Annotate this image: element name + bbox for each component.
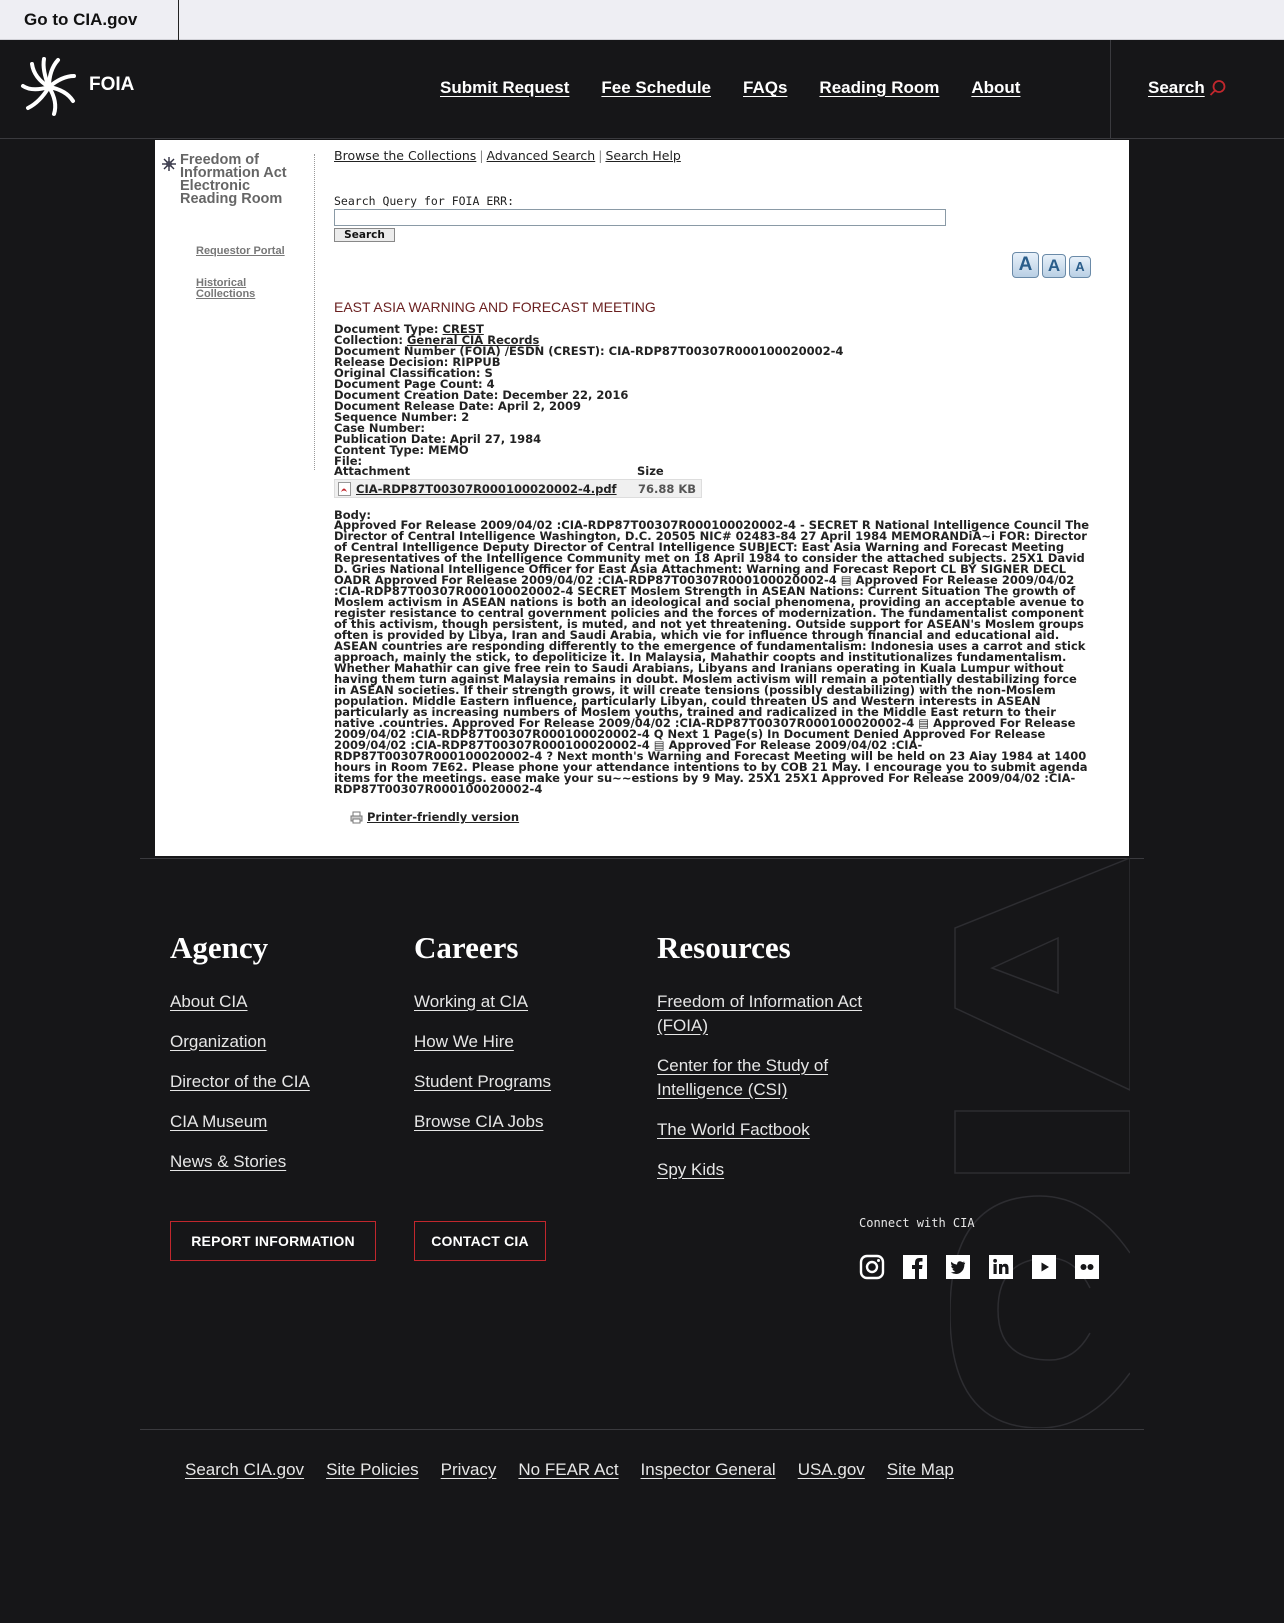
footer-inspector-general-link[interactable]: Inspector General (640, 1460, 776, 1479)
attachment-row (334, 479, 702, 498)
footer-director-link[interactable]: Director of the CIA (170, 1072, 310, 1091)
footer-careers-title: Careers (414, 930, 519, 965)
document-body: Approved For Release 2009/04/02 :CIA-RDP87T00307R000100020002-4 - SECRET R National Intelligence Council The Director of Central Intelligence Washington, D.C. 20505 NIC# 02483-84 27 April 1984 MEMORANDiA~i FOR: Director of Central Intelligence Deputy Director of Central Intelligence SUBJECT: East Asia Warning and Forecast Meeting Representatives of the Intelligence Community met on 18 April 1984 to consider the attached subjects. 25X1 David D. Gries National Intelligence Officer for East Asia Attachment: Warning and Forecast Report CL BY SIGNER DECL OADR Approved For Release 2009/04/02 :CIA-RDP87T00307R000100020002-4 ▤ Approved For Release 2009/04/02 :CIA-RDP87T00307R000100020002-4 SECRET Moslem Strength in ASEAN Nations: Current Situation The growth of Moslem activism in ASEAN nations is both an ideological and social phenomena, providing an acceptable avenue to register resistance to central government policies and the forces of modernization. The fundamentalist component of this activism, though persistent, is muted, and not yet threatening. Outside support for ASEAN's Moslem groups often is provided by Libya, Iran and Saudi Arabia, which vie for influence through financial and educational aid. ASEAN countries are responding differently to the emergence of fundamentalism: Indonesia uses a carrot and stick approach, mainly the stick, to depoliticize it. In Malaysia, Mahathir coopts and institutionalizes fundamentalism. Whether Mahathir can give free rein to Saudi Arabians, Libyans and Iranians operating in Kuala Lumpur without having them turn against Malaysia remains in doubt. Moslem activism will remain a potentially destabilizing force in ASEAN societies. If their strength grows, it will create tensions (possibly destabilizing) with the non-Moslem population. Middle Eastern influence, particularly Libyan, could threaten US and Western interests in ASEAN particularly as increasing numbers of Moslem youths, trained and radicalized in the Middle East return to their native .countries. Approved For Release 2009/04/02 :CIA-RDP87T00307R000100020002-4 ▤ Approved For Release 2009/04/02 :CIA-RDP87T00307R000100020002-4 Q Next 1 Page(s) In Document Denied Approved For Release 2009/04/02 :CIA-RDP87T00307R000100020002-4 ▤ Approved For Release 2009/04/02 :CIA-RDP87T00307R000100020002-4 ? Next month's Warning and Forecast Meeting will be held on 23 Aiay 1984 at 1400 hours in Room 7E62. Please phone your attendance intentions to by COB 21 May. I encourage you to submit agenda items for the meetings. ease make your su~~estions by 9 May. 25X1 25X1 Approved For Release 2009/04/02 :CIA-RDP87T00307R000100020002-4 (334, 518, 1090, 796)
header-search-label: Search (1148, 78, 1205, 97)
printer-friendly-link[interactable]: Printer-friendly version (367, 810, 520, 824)
nav-submit-request[interactable]: Submit Request (440, 78, 570, 97)
footer-organization-link[interactable]: Organization (170, 1032, 267, 1051)
reading-room-title[interactable]: Freedom of Information Act Electronic Reading Room (180, 152, 287, 207)
meta-field: Document Release Date: April 2, 2009 (334, 399, 582, 413)
document-metadata (334, 324, 843, 467)
document-type-label: Document Type: (334, 322, 439, 336)
left-nav (161, 154, 315, 470)
pdf-file-icon (338, 482, 351, 496)
social-links (859, 1254, 1100, 1280)
pipe-separator: | (598, 148, 603, 163)
search-button[interactable]: Search (334, 228, 395, 242)
attachment-header (334, 466, 702, 477)
footer-agency-column (170, 930, 310, 1190)
nav-faqs[interactable]: FAQs (743, 78, 788, 97)
brand-title[interactable]: FOIA (89, 74, 135, 95)
collection-link[interactable]: General CIA Records (406, 333, 540, 347)
reading-room-panel (155, 140, 1129, 856)
footer-usagov-link[interactable]: USA.gov (797, 1460, 865, 1479)
main-nav (440, 78, 1020, 98)
header-search-link[interactable] (1148, 78, 1227, 98)
footer-museum-link[interactable]: CIA Museum (170, 1112, 268, 1131)
cia-watermark-icon (950, 858, 1130, 1428)
footer-no-fear-link[interactable]: No FEAR Act (518, 1460, 619, 1479)
collection-label: Collection: (334, 333, 403, 347)
document-type-link[interactable]: CREST (442, 322, 484, 336)
meta-field: File: (334, 454, 363, 468)
footer-bottom-divider (140, 1429, 1144, 1430)
nav-fee-schedule[interactable]: Fee Schedule (601, 78, 712, 97)
attachment-col-header: Attachment (334, 464, 411, 478)
search-links (334, 148, 1094, 163)
font-size-controls (1012, 252, 1091, 278)
header-divider (1110, 40, 1111, 139)
attachment-size: 76.88 KB (638, 481, 697, 496)
advanced-search-link[interactable]: Advanced Search (486, 148, 596, 163)
requestor-portal-link[interactable]: Requestor Portal (196, 245, 285, 257)
footer-factbook-link[interactable]: The World Factbook (657, 1120, 810, 1139)
meta-field: Content Type: MEMO (334, 443, 469, 457)
footer-resources-title: Resources (657, 930, 791, 965)
nav-reading-room[interactable]: Reading Room (819, 78, 940, 97)
browse-collections-link[interactable]: Browse the Collections (334, 148, 477, 163)
meta-field: Document Creation Date: December 22, 2016 (334, 388, 629, 402)
font-decrease-button[interactable]: A (1069, 256, 1091, 278)
meta-field: Document Page Count: 4 (334, 377, 495, 391)
meta-field: Document Number (FOIA) /ESDN (CREST): CIA-RDP87T00307R000100020002-4 (334, 344, 844, 358)
footer-site-map-link[interactable]: Site Map (886, 1460, 954, 1479)
meta-field: Sequence Number: 2 (334, 410, 470, 424)
search-query-input[interactable] (334, 209, 946, 226)
printer-icon (350, 811, 363, 824)
body-label: Body: (334, 508, 371, 522)
size-col-header: Size (637, 464, 664, 478)
footer-student-link[interactable]: Student Programs (414, 1072, 552, 1091)
seal-star-icon (161, 156, 177, 172)
footer-spy-kids-link[interactable]: Spy Kids (657, 1160, 725, 1179)
pipe-separator: | (479, 148, 484, 163)
printer-friendly-row (350, 810, 519, 824)
contact-cia-button[interactable]: CONTACT CIA (414, 1221, 546, 1261)
attachment-table (334, 466, 702, 498)
report-information-button[interactable]: REPORT INFORMATION (170, 1221, 376, 1261)
footer-privacy-link[interactable]: Privacy (440, 1460, 497, 1479)
meta-field: Original Classification: S (334, 366, 493, 380)
footer-site-policies-link[interactable]: Site Policies (326, 1460, 419, 1479)
font-increase-button[interactable]: A (1012, 252, 1039, 278)
go-to-cia-link[interactable]: Go to CIA.gov (0, 0, 179, 40)
footer-jobs-link[interactable]: Browse CIA Jobs (414, 1112, 544, 1131)
footer-search-link[interactable]: Search CIA.gov (185, 1460, 305, 1479)
document-content (334, 148, 1094, 824)
cia-seal-icon[interactable] (18, 56, 80, 118)
footer-foia-link[interactable]: Freedom of Information Act (FOIA) (657, 992, 863, 1035)
search-query-label: Search Query for FOIA ERR: (334, 194, 515, 208)
connect-label: Connect with CIA (859, 1216, 975, 1230)
attachment-link[interactable]: CIA-RDP87T00307R000100020002-4.pdf (356, 481, 617, 496)
facebook-icon[interactable] (902, 1254, 928, 1280)
site-header (0, 40, 1284, 139)
footer-csi-link[interactable]: Center for the Study of Intelligence (CSI) (657, 1056, 829, 1099)
nav-about[interactable]: About (971, 78, 1021, 97)
top-bar (0, 0, 1284, 40)
flickr-icon[interactable] (1074, 1254, 1100, 1280)
search-help-link[interactable]: Search Help (605, 148, 681, 163)
footer-resources-column (657, 930, 877, 1198)
font-reset-button[interactable]: A (1042, 254, 1066, 278)
footer-how-we-hire-link[interactable]: How We Hire (414, 1032, 514, 1051)
meta-field: Case Number: (334, 421, 425, 435)
footer-agency-title: Agency (170, 930, 269, 965)
document-title: EAST ASIA WARNING AND FORECAST MEETING (334, 299, 656, 315)
footer-working-link[interactable]: Working at CIA (414, 992, 529, 1011)
meta-field: Release Decision: RIPPUB (334, 355, 501, 369)
linkedin-icon[interactable] (988, 1254, 1014, 1280)
instagram-icon[interactable] (859, 1254, 885, 1280)
footer-news-link[interactable]: News & Stories (170, 1152, 287, 1171)
meta-field: Publication Date: April 27, 1984 (334, 432, 542, 446)
search-icon (1209, 79, 1227, 97)
footer-about-cia-link[interactable]: About CIA (170, 992, 248, 1011)
youtube-icon[interactable] (1031, 1254, 1057, 1280)
footer-careers-column (414, 930, 551, 1150)
historical-collections-link[interactable]: Historical Collections (196, 277, 256, 300)
twitter-icon[interactable] (945, 1254, 971, 1280)
footer-bottom-links (185, 1460, 954, 1480)
